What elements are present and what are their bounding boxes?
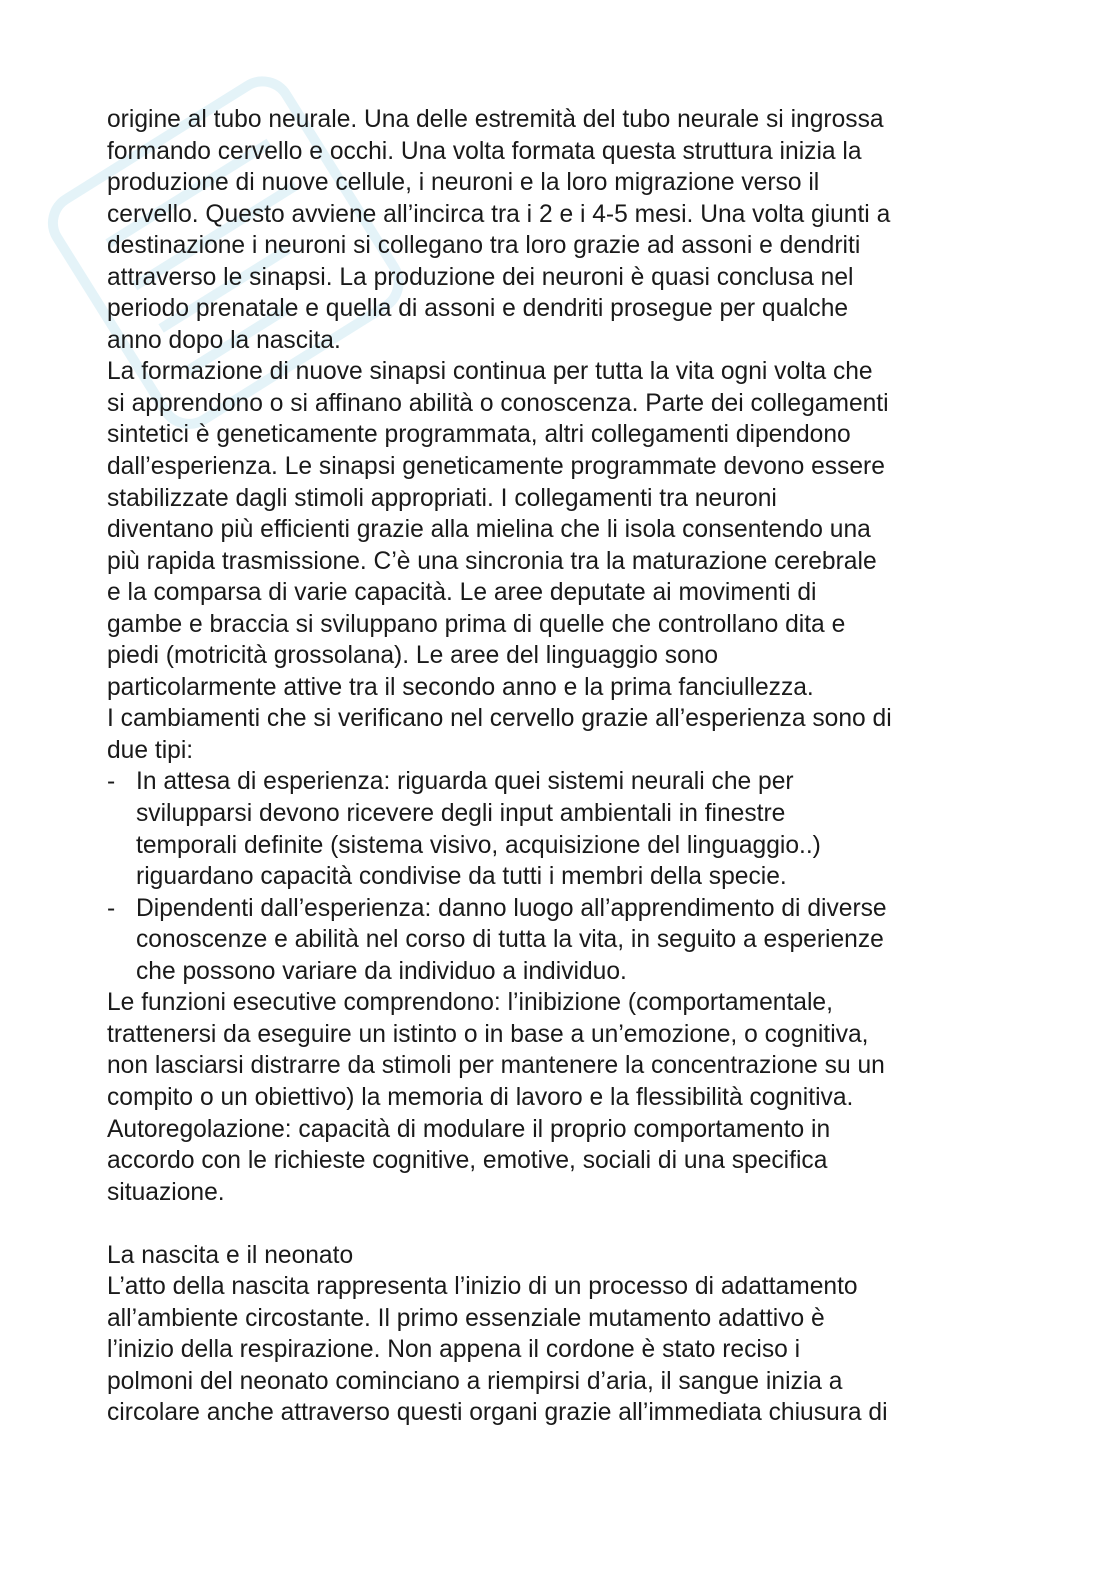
text-line: non lasciarsi distrarre da stimoli per mantenere la concentrazione su un [107, 1052, 885, 1080]
blank-line [107, 1208, 1012, 1240]
text-line: riguardano capacità condivise da tutti i membri della specie. [136, 863, 787, 891]
text-line: La formazione di nuove sinapsi continua per tutta la vita ogni volta che [107, 358, 873, 386]
text-line: accordo con le richieste cognitive, emotive, sociali di una specifica [107, 1147, 828, 1175]
paragraph-neural-development [107, 104, 1012, 356]
text-line: si apprendono o si affinano abilità o conoscenza. Parte dei collegamenti [107, 389, 889, 417]
text-line: piedi (motricità grossolana). Le aree del linguaggio sono [107, 642, 719, 670]
text-line: compito o un obiettivo) la memoria di lavoro e la flessibilità cognitiva. [107, 1083, 854, 1111]
text-line: Le funzioni esecutive comprendono: l’inibizione (comportamentale, [107, 989, 833, 1017]
text-line: conoscenze e abilità nel corso di tutta la vita, in seguito a esperienze [136, 926, 884, 954]
bullet-marker: - [107, 894, 116, 922]
text-line: Dipendenti dall’esperienza: danno luogo all’apprendimento di diverse [136, 894, 887, 922]
text-line: produzione di nuove cellule, i neuroni e la loro migrazione verso il [107, 169, 820, 197]
text-line: particolarmente attive tra il secondo anno e la prima fanciullezza. [107, 673, 814, 701]
text-line: origine al tubo neurale. Una delle estremità del tubo neurale si ingrossa [107, 106, 884, 133]
section-heading: La nascita e il neonato [107, 1241, 354, 1269]
text-line: destinazione i neuroni si collegano tra loro grazie ad assoni e dendriti [107, 232, 861, 260]
bullet-experience-dependent [107, 893, 1012, 988]
text-line: l’inizio della respirazione. Non appena il cordone è stato reciso i [107, 1336, 801, 1364]
text-line: che possono variare da individuo a individuo. [136, 957, 627, 985]
document-page [107, 104, 1012, 1429]
text-line: Autoregolazione: capacità di modulare il proprio comportamento in [107, 1115, 831, 1143]
paragraph-synapses [107, 356, 1012, 703]
text-line: e la comparsa di varie capacità. Le aree deputate ai movimenti di [107, 579, 817, 607]
paragraph-executive-functions [107, 987, 1012, 1113]
text-line: diventano più efficienti grazie alla mielina che li isola consentendo una [107, 516, 871, 544]
text-line: trattenersi da eseguire un istinto o in base a un’emozione, o cognitiva, [107, 1020, 869, 1048]
text-line: cervello. Questo avviene all’incirca tra i 2 e i 4-5 mesi. Una volta giunti a [107, 200, 891, 228]
text-line: dall’esperienza. Le sinapsi geneticamente programmate devono essere [107, 453, 885, 481]
text-line: attraverso le sinapsi. La produzione dei neuroni è quasi conclusa nel [107, 263, 854, 291]
section-birth-newborn [107, 1240, 1012, 1429]
text-line: all’ambiente circostante. Il primo essenziale mutamento adattivo è [107, 1304, 825, 1332]
text-line: In attesa di esperienza: riguarda quei sistemi neurali che per [136, 768, 794, 796]
text-line: temporali definite (sistema visivo, acquisizione del linguaggio..) [136, 831, 821, 859]
text-line: stabilizzate dagli stimoli appropriati. I collegamenti tra neuroni [107, 484, 777, 512]
text-line: sintetici è geneticamente programmata, altri collegamenti dipendono [107, 421, 851, 449]
text-line: due tipi: [107, 736, 194, 764]
bullet-marker: - [107, 768, 116, 796]
paragraph-self-regulation [107, 1114, 1012, 1209]
text-line: formando cervello e occhi. Una volta formata questa struttura inizia la [107, 137, 862, 165]
text-line: L’atto della nascita rappresenta l’inizio di un processo di adattamento [107, 1273, 858, 1301]
text-line: più rapida trasmissione. C’è una sincronia tra la maturazione cerebrale [107, 547, 877, 575]
text-line: svilupparsi devono ricevere degli input ambientali in finestre [136, 800, 786, 828]
text-line: periodo prenatale e quella di assoni e dendriti prosegue per qualche [107, 295, 849, 323]
text-line: polmoni del neonato cominciano a riempirsi d’aria, il sangue inizia a [107, 1367, 843, 1395]
bullet-experience-expectant [107, 766, 1012, 892]
text-line: situazione. [107, 1178, 225, 1206]
text-line: gambe e braccia si sviluppano prima di quelle che controllano dita e [107, 610, 846, 638]
text-line: circolare anche attraverso questi organi grazie all’immediata chiusura di [107, 1399, 888, 1427]
paragraph-brain-changes [107, 703, 1012, 766]
text-line: anno dopo la nascita. [107, 326, 341, 354]
text-line: I cambiamenti che si verificano nel cervello grazie all’esperienza sono di [107, 705, 892, 733]
